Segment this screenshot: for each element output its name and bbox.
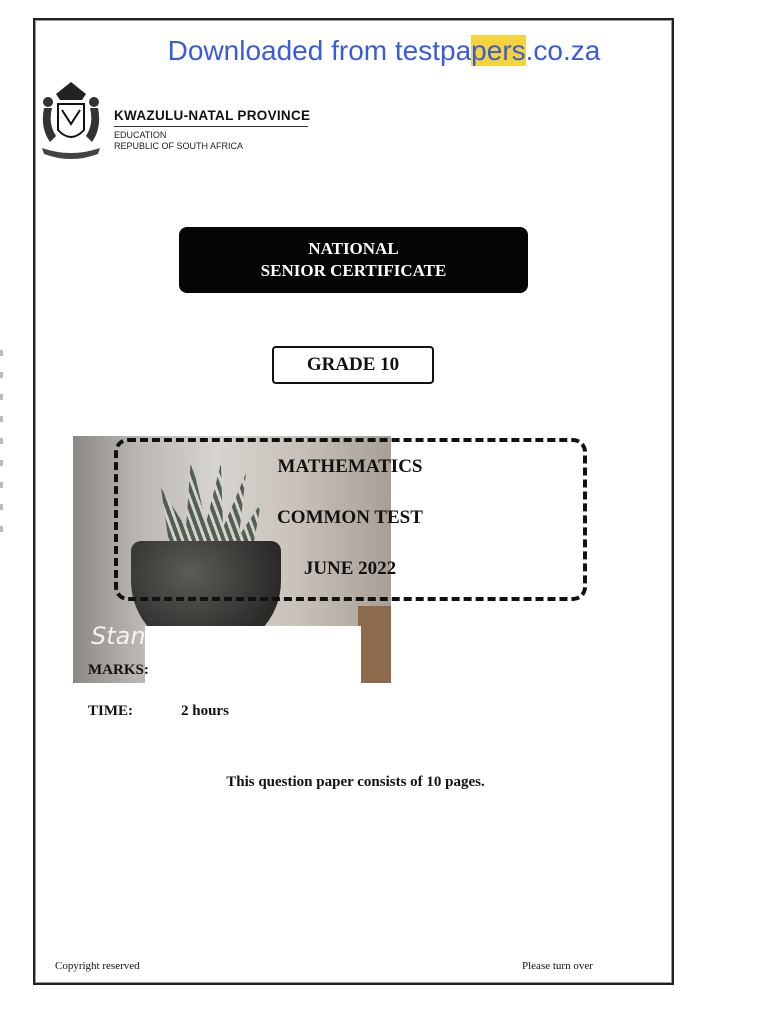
country-name: REPUBLIC OF SOUTH AFRICA xyxy=(114,141,244,151)
banner-highlight: pers xyxy=(471,35,526,66)
department-name: EDUCATION xyxy=(114,130,167,140)
test-name: COMMON TEST xyxy=(277,507,423,528)
certificate-line-2: SENIOR CERTIFICATE xyxy=(260,261,447,280)
subject-name: MATHEMATICS xyxy=(277,456,423,477)
redaction-block xyxy=(145,626,361,683)
download-source-banner[interactable] xyxy=(0,35,768,67)
turn-over-footer: Please turn over xyxy=(522,960,593,972)
certificate-line-1: NATIONAL xyxy=(308,239,399,258)
header-rule xyxy=(114,126,308,127)
grade-label: GRADE 10 xyxy=(272,346,434,384)
time-value: 2 hours xyxy=(181,703,229,719)
test-date: JUNE 2022 xyxy=(303,558,397,579)
coat-of-arms-icon xyxy=(36,78,106,164)
province-header xyxy=(114,108,310,152)
certificate-banner xyxy=(179,227,528,293)
banner-suffix: .co.za xyxy=(525,35,601,66)
scan-edge-marks xyxy=(0,350,3,540)
table-leg xyxy=(358,606,391,683)
banner-prefix: Downloaded from testpa xyxy=(167,35,472,66)
province-name: KWAZULU-NATAL PROVINCE xyxy=(114,108,311,123)
page-count-note: This question paper consists of 10 pages. xyxy=(226,774,485,790)
photo-watermark: Stan xyxy=(91,622,146,650)
marks-label: MARKS: xyxy=(88,662,149,678)
copyright-footer: Copyright reserved xyxy=(55,960,140,972)
time-label: TIME: xyxy=(88,703,133,719)
